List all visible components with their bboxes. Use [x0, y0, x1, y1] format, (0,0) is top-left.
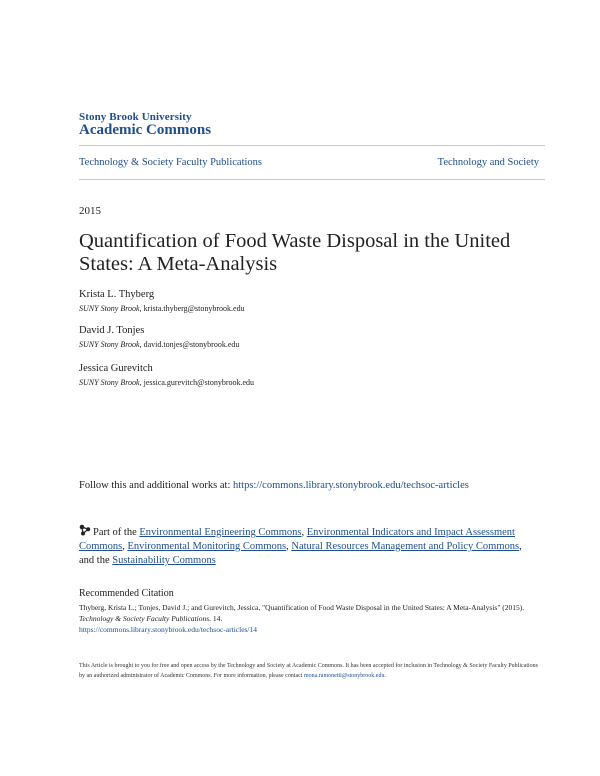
citation-number: . 14.: [209, 614, 223, 623]
citation-series: Technology & Society Faculty Publications: [79, 614, 210, 623]
commons-link-environmental-monitoring[interactable]: Environmental Monitoring Commons: [127, 541, 287, 552]
commons-link-environmental-indicators[interactable]: Environmental Indicators and Impact Assessment Commons: [79, 527, 515, 552]
author-affiliation: SUNY Stony Brook, krista.thyberg@stonybrook.edu: [79, 304, 245, 313]
separator: ,: [122, 541, 128, 552]
access-notice-text: This Article is brought to you for free and open access by the Technology and Society at Academic Commons. It has been accepted for inclusion in Technology & Society Faculty Publications by an authorized administrator of Academic Commons. For more information, please contact: [79, 663, 538, 679]
author-institution: SUNY Stony Brook: [79, 340, 140, 349]
author-affiliation: SUNY Stony Brook, david.tonjes@stonybrook.edu: [79, 340, 240, 349]
network-icon: [79, 524, 91, 536]
contact-email-link[interactable]: mona.ramonetti@stonybrook.edu: [303, 673, 385, 679]
repository-name[interactable]: Academic Commons: [79, 122, 212, 138]
separator: ,: [286, 541, 292, 552]
author-email: jessica.gurevitch@stonybrook.edu: [143, 378, 255, 387]
department-link[interactable]: Technology and Society: [437, 157, 539, 168]
author-institution: SUNY Stony Brook: [79, 378, 140, 387]
university-name: Stony Brook University: [79, 111, 192, 123]
citation-text: Thyberg, Krista L.; Tonjes, David J.; and Gurevitch, Jessica, "Quantification of Food Waste Disposal in the United States: A Meta-Analysis" (2015).: [79, 603, 525, 612]
article-title: Quantification of Food Waste Disposal in the United States: A Meta-Analysis: [79, 230, 511, 275]
commons-link-natural-resources[interactable]: Natural Resources Management and Policy Commons: [291, 541, 520, 552]
recommended-citation: [79, 602, 529, 635]
top-divider: [79, 145, 545, 146]
separator: ,: [301, 527, 307, 538]
author-affiliation: SUNY Stony Brook, jessica.gurevitch@stonybrook.edu: [79, 378, 255, 387]
author-name: David J. Tonjes: [79, 325, 145, 336]
author-email: david.tonjes@stonybrook.edu: [143, 340, 240, 349]
citation-url-link[interactable]: https://commons.library.stonybrook.edu/techsoc-articles/14: [79, 625, 258, 634]
collection-link[interactable]: Technology & Society Faculty Publications: [79, 157, 262, 168]
recommended-citation-heading: Recommended Citation: [79, 588, 174, 599]
author-name: Jessica Gurevitch: [79, 363, 153, 374]
follow-prefix: Follow this and additional works at:: [79, 480, 233, 491]
separator: , and the: [79, 541, 522, 566]
nav-divider: [79, 179, 545, 180]
author-name: Krista L. Thyberg: [79, 289, 155, 300]
author-institution: SUNY Stony Brook: [79, 304, 140, 313]
commons-link-environmental-engineering[interactable]: Environmental Engineering Commons: [139, 527, 302, 538]
follow-line: [79, 480, 469, 491]
author-email: krista.thyberg@stonybrook.edu: [143, 304, 245, 313]
part-of-commons: [79, 524, 529, 568]
publication-year: 2015: [79, 205, 101, 217]
collection-url-link[interactable]: https://commons.library.stonybrook.edu/techsoc-articles: [233, 480, 469, 491]
footer-end: .: [384, 673, 386, 679]
commons-link-sustainability[interactable]: Sustainability Commons: [112, 555, 216, 566]
part-of-prefix: Part of the: [93, 527, 140, 538]
access-notice: [79, 661, 544, 681]
